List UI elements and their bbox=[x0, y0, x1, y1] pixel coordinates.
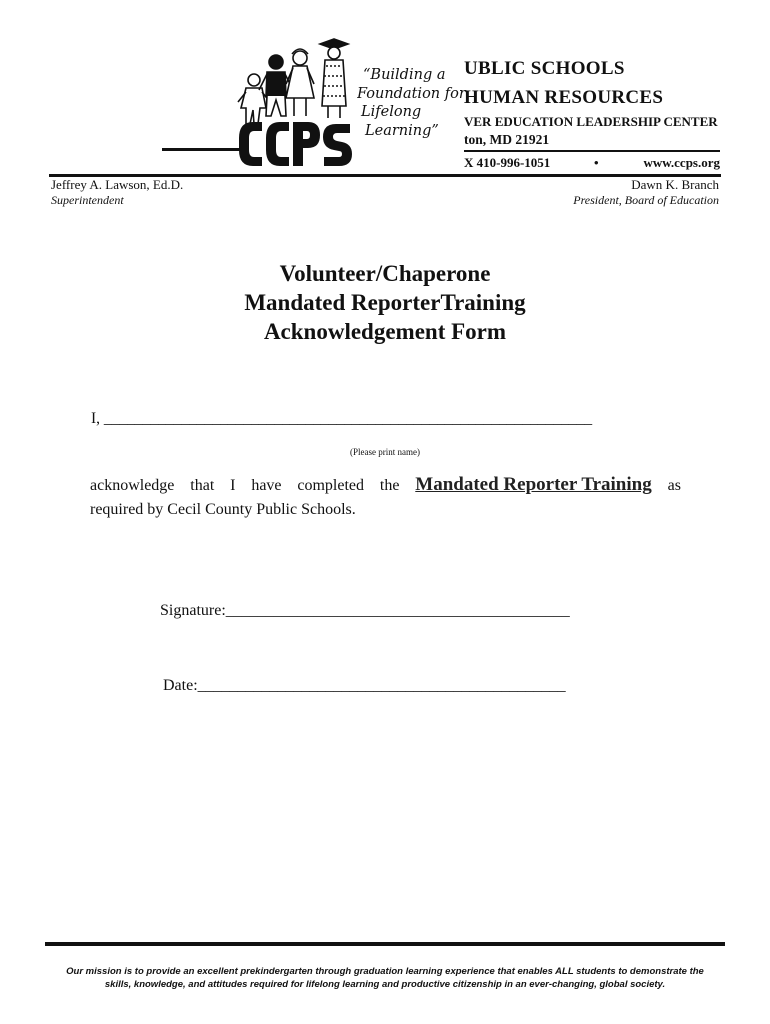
organization-header bbox=[464, 56, 724, 176]
building-name: VER EDUCATION LEADERSHIP CENTER bbox=[464, 114, 718, 129]
slogan-line: “Building a bbox=[363, 67, 446, 83]
letterhead-left-rule bbox=[162, 148, 240, 151]
print-name-field[interactable]: I, _______________________________________________________________ bbox=[91, 410, 593, 427]
ack-word: as bbox=[667, 477, 681, 494]
form-title-line: Mandated ReporterTraining bbox=[244, 290, 526, 315]
board-president-name: Dawn K. Branch bbox=[631, 177, 719, 192]
separator-bullet: • bbox=[594, 155, 599, 170]
form-title-line: Volunteer/Chaperone bbox=[279, 261, 491, 286]
print-name-caption: (Please print name) bbox=[350, 447, 420, 457]
training-name: Mandated Reporter Training bbox=[415, 474, 652, 495]
ack-word: acknowledge bbox=[90, 477, 175, 494]
ack-word: I bbox=[230, 477, 236, 494]
date-field[interactable]: Date:______________________________________________ bbox=[163, 677, 566, 694]
form-title bbox=[0, 259, 770, 346]
ack-word: completed bbox=[297, 477, 365, 494]
board-president-title: President, Board of Education bbox=[573, 193, 719, 207]
header-contact-rule bbox=[464, 150, 720, 152]
slogan-line: Lifelong bbox=[361, 104, 422, 120]
ccps-logo bbox=[236, 36, 354, 170]
signature-field[interactable]: Signature:___________________________________________ bbox=[160, 602, 570, 619]
mission-line: Our mission is to provide an excellent prekindergarten through graduation learning experience that enables ALL students to demonstrate the bbox=[66, 966, 704, 977]
ack-word: that bbox=[190, 477, 215, 494]
slogan-line: Foundation for bbox=[357, 85, 466, 102]
ack-word: the bbox=[379, 477, 400, 494]
superintendent-name: Jeffrey A. Lawson, Ed.D. bbox=[51, 177, 184, 192]
acknowledgement-line-2: required by Cecil County Public Schools. bbox=[90, 501, 356, 518]
ack-word: have bbox=[251, 477, 282, 494]
fax-number: X 410-996-1051 bbox=[464, 155, 551, 170]
acknowledgement-statement bbox=[90, 473, 681, 522]
superintendent-title: Superintendent bbox=[51, 193, 124, 207]
mission-line: skills, knowledge, and attitudes required for lifelong learning and productive citizenship in an ever-changing, global society. bbox=[104, 979, 666, 990]
website-link[interactable]: www.ccps.org bbox=[643, 155, 720, 170]
department-name: HUMAN RESOURCES bbox=[464, 87, 664, 108]
acknowledgement-line-1 bbox=[90, 473, 681, 498]
mission-statement bbox=[45, 965, 725, 991]
form-title-line: Acknowledgement Form bbox=[263, 319, 507, 344]
footer-divider bbox=[45, 942, 725, 946]
org-name: UBLIC SCHOOLS bbox=[464, 58, 625, 79]
slogan-line: Learning” bbox=[365, 122, 439, 139]
slogan bbox=[357, 66, 467, 140]
city-state-zip: ton, MD 21921 bbox=[464, 132, 550, 147]
